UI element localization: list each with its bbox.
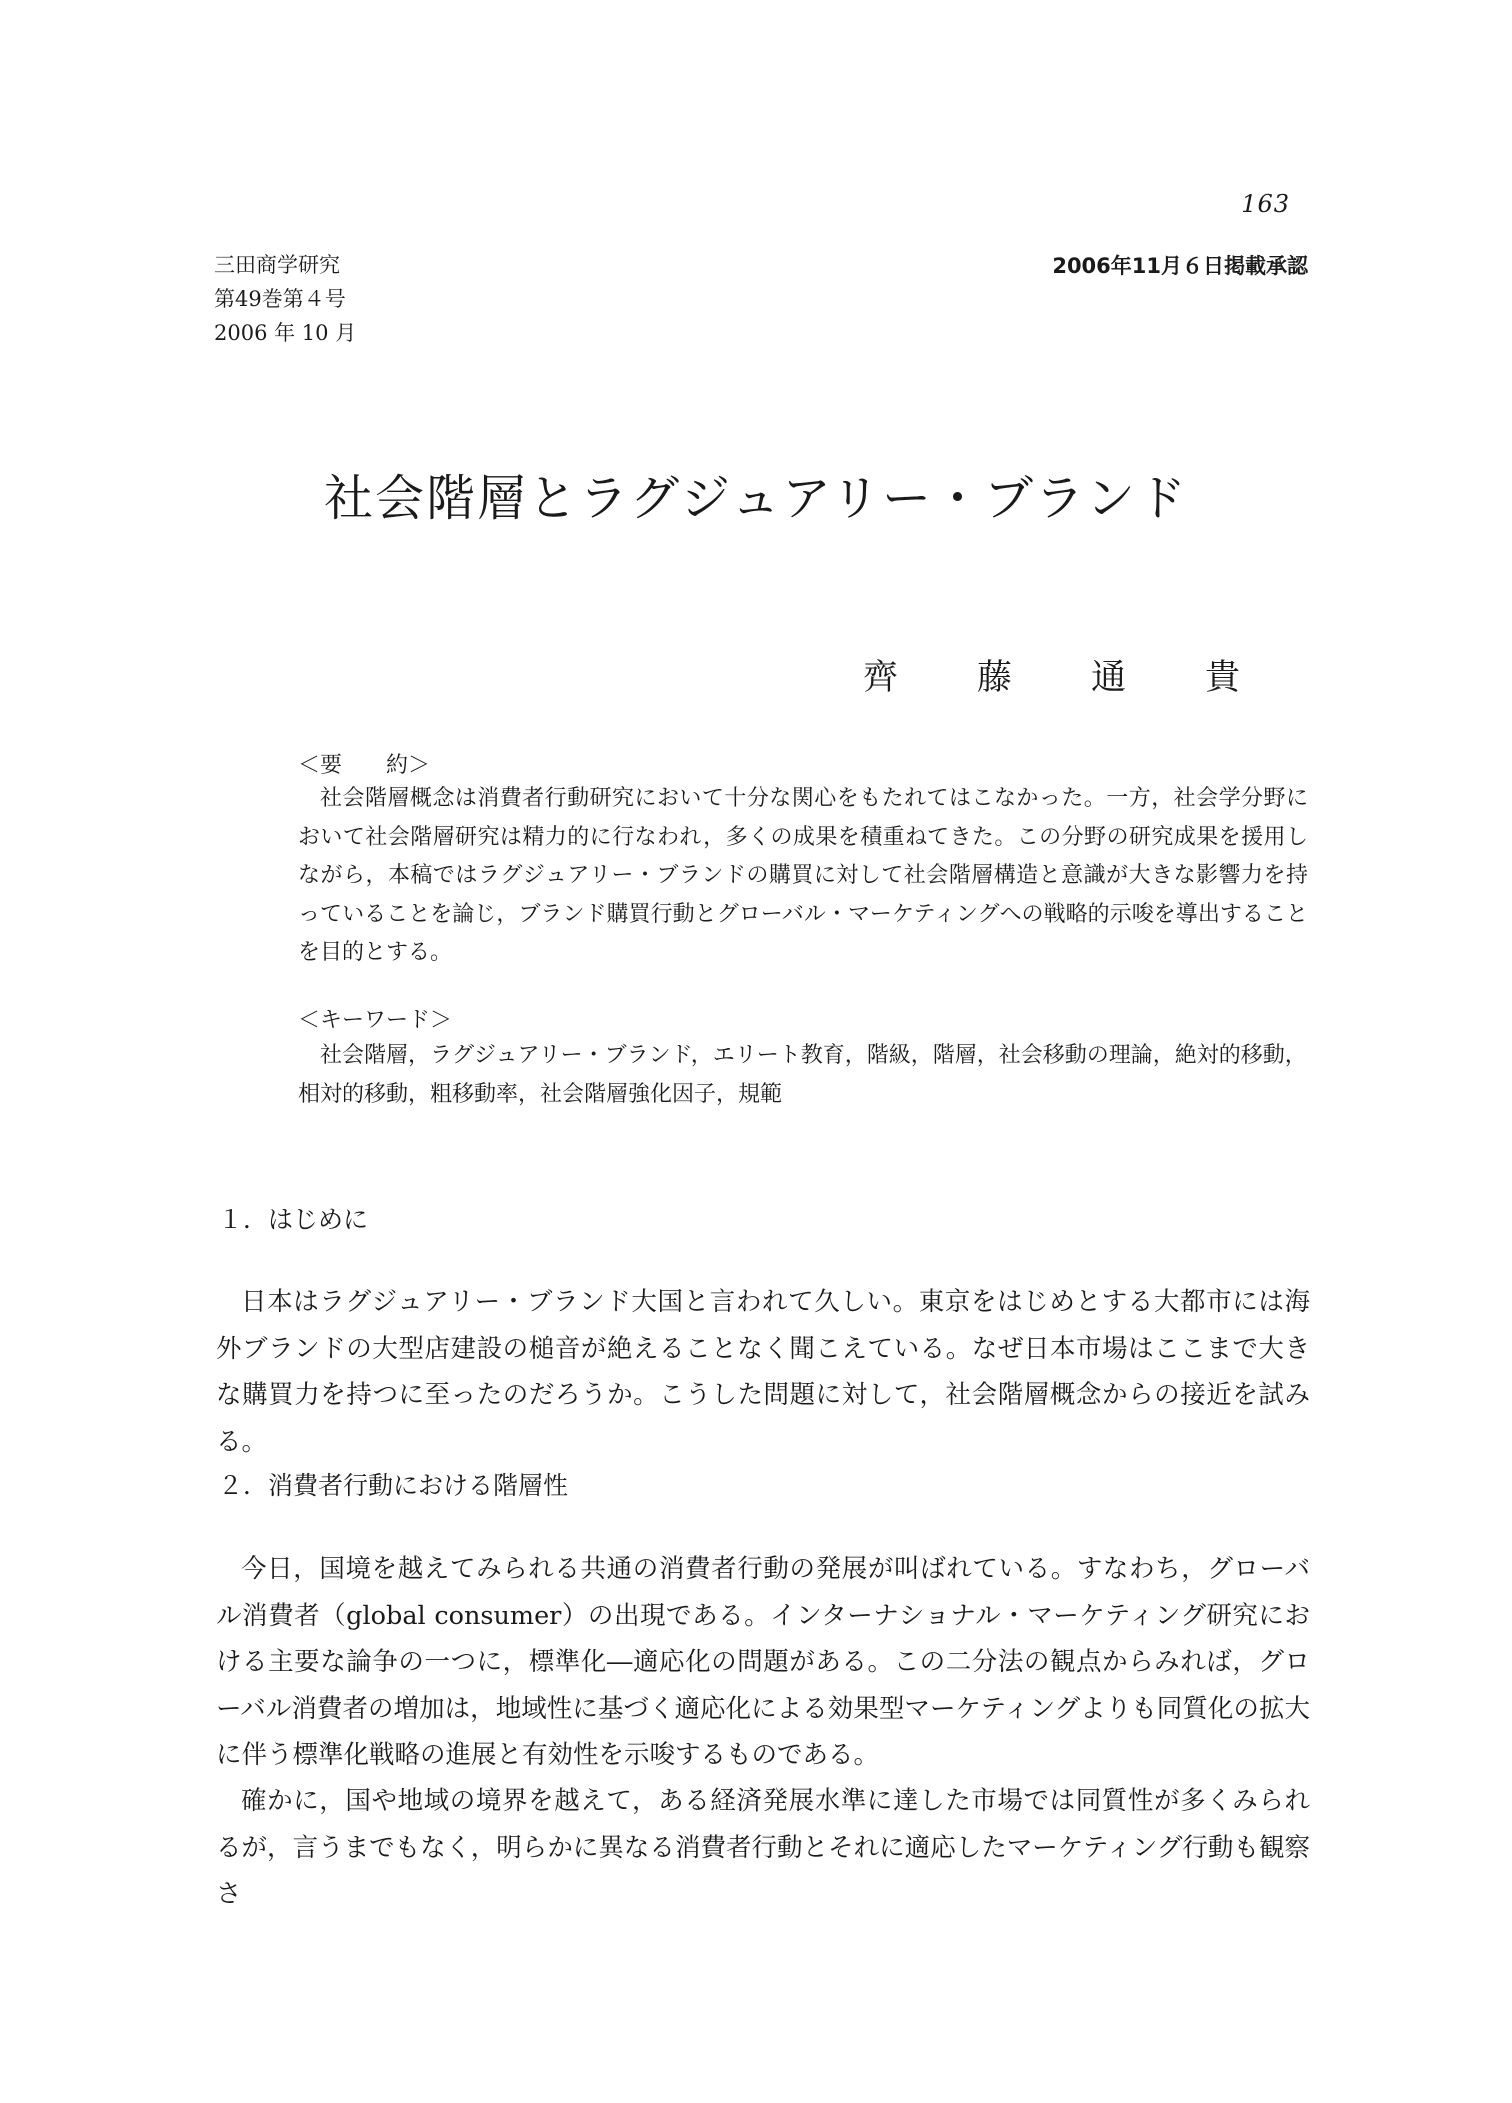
section-heading-consumer: ２．消費者行動における階層性 [218, 1471, 569, 1500]
journal-name: 三田商学研究 [214, 253, 340, 277]
paragraph: 今日，国境を越えてみられる共通の消費者行動の発展が叫ばれている。すなわち，グローバル消費者（global consumer）の出現である。インターナショナル・マーケティング研究における主要な論争の一つに，標準化―適応化の問題がある。この二分法の観点からみれば，グローバル消費者の増加は，地域性に基づく適応化による効果型マーケティングよりも同質化の拡大に伴う標準化戦略の進展と有効性を示唆するものである。 [216, 1554, 1310, 1770]
article-title: 社会階層とラグジュアリー・ブランド [323, 470, 1189, 527]
keywords-label: ＜キーワード＞ [298, 1008, 453, 1033]
page-number: 163 [1241, 190, 1290, 218]
keywords-text: 社会階層，ラグジュアリー・ブランド，エリート教育，階級，階層，社会移動の理論，絶対的移動，相対的移動，粗移動率，社会階層強化因子，規範 [298, 1043, 1307, 1107]
journal-info [214, 248, 356, 350]
journal-date: 2006 年 10 月 [214, 321, 357, 345]
abstract-text: 社会階層概念は消費者行動研究において十分な関心をもたれてはこなかった。一方，社会学分野において社会階層研究は精力的に行なわれ，多くの成果を積重ねてきた。この分野の研究成果を援用しながら，本稿ではラグジュアリー・ブランドの購買に対して社会階層構造と意識が大きな影響力を持っていることを論じ，ブランド購買行動とグローバル・マーケティングへの戦略的示唆を導出することを目的とする。 [298, 786, 1308, 965]
section-heading-intro: １．はじめに [218, 1205, 369, 1234]
abstract-label: ＜要 約＞ [298, 753, 431, 778]
paragraph: 確かに，国や地域の境界を越えて，ある経済発展水準に達した市場では同質性が多くみられるが，言うまでもなく，明らかに異なる消費者行動とそれに適応したマーケティング行動も観察さ [216, 1786, 1310, 1909]
paragraph: 日本はラグジュアリー・ブランド大国と言われて久しい。東京をはじめとする大都市には海外ブランドの大型店建設の槌音が絶えることなく聞こえている。なぜ日本市場はここまで大きな購買力を持つに至ったのだろうか。こうした問題に対して，社会階層概念からの接近を試みる。 [216, 1287, 1310, 1457]
approval-date: 2006年11月６日掲載承認 [1052, 254, 1308, 278]
journal-volume: 第49巻第４号 [214, 287, 346, 311]
author-name: 齊 藤 通 貴 [862, 658, 1262, 698]
